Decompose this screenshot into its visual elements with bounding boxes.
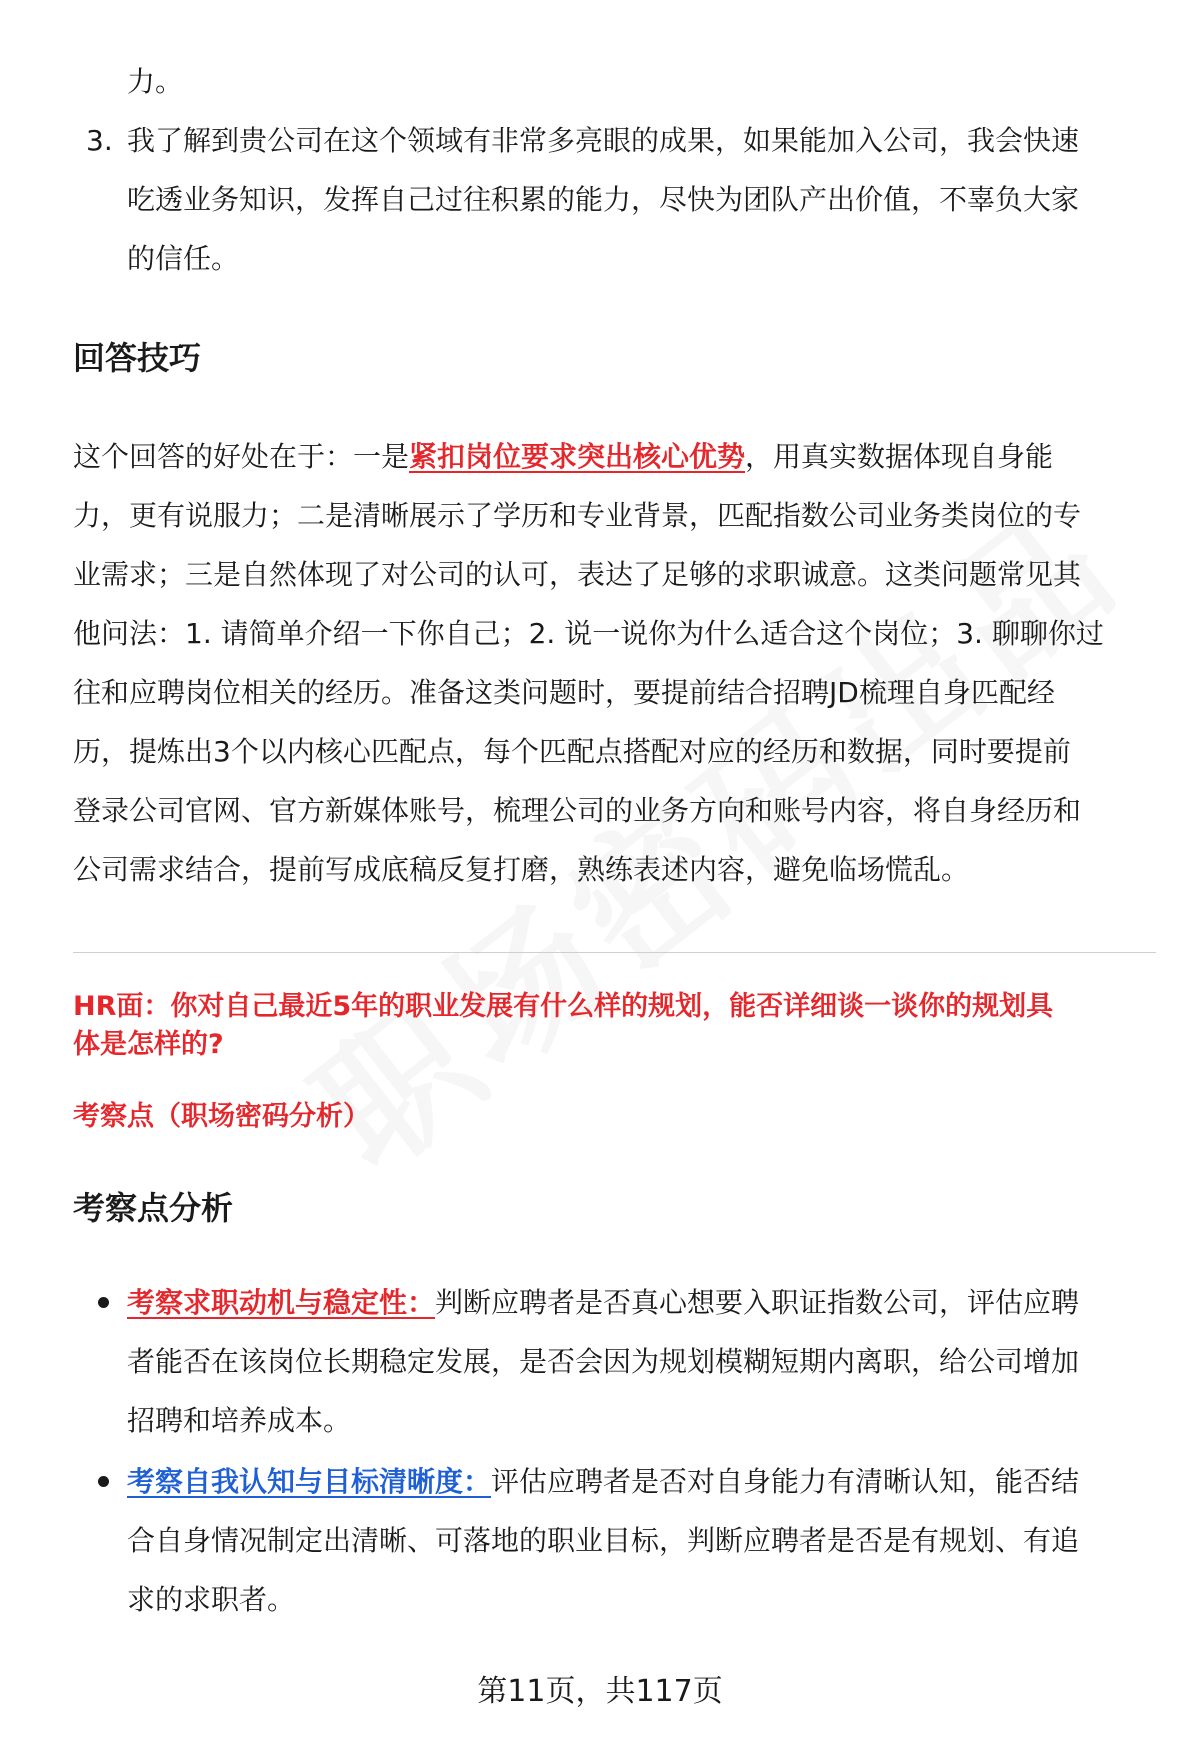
page-number: 第11页，共117页 bbox=[477, 1674, 723, 1709]
hr-question-line: 体是怎样的? bbox=[73, 1029, 224, 1060]
list-item-3-line: 我了解到贵公司在这个领域有非常多亮眼的成果，如果能加入公司，我会快速 bbox=[127, 124, 1080, 157]
tips-line: 登录公司官网、官方新媒体账号，梳理公司的业务方向和账号内容，将自身经历和 bbox=[73, 794, 1082, 827]
tips-line: 力，更有说服力；二是清晰展示了学历和专业背景，匹配指数公司业务类岗位的专 bbox=[73, 499, 1082, 532]
bullet-item-1 bbox=[127, 1273, 1079, 1450]
bullet-item-2 bbox=[127, 1452, 1079, 1629]
tips-line: 业需求；三是自然体现了对公司的认可，表达了足够的求职诚意。这类问题常见其 bbox=[73, 558, 1082, 591]
tips-line: 往和应聘岗位相关的经历。准备这类问题时，要提前结合招聘JD梳理自身匹配经 bbox=[73, 676, 1055, 709]
bullet-line bbox=[127, 1273, 1079, 1332]
bullet-line: 合自身情况制定出清晰、可落地的职业目标，判断应聘者是否是有规划、有追 bbox=[127, 1524, 1080, 1557]
tips-paragraph bbox=[73, 427, 1104, 899]
bullet-dot bbox=[98, 1476, 109, 1487]
bullet-line: 求的求职者。 bbox=[127, 1583, 296, 1616]
tips-highlight: 紧扣岗位要求突出核心优势 bbox=[409, 440, 746, 473]
section-divider bbox=[73, 952, 1156, 953]
bullet-highlight: 考察自我认知与目标清晰度： bbox=[127, 1465, 492, 1498]
tips-line-suffix: ，用真实数据体现自身能 bbox=[745, 440, 1054, 473]
tips-line bbox=[73, 427, 1104, 486]
list-number-3: 3. bbox=[86, 124, 113, 157]
section-heading-tips: 回答技巧 bbox=[73, 339, 202, 377]
question-subtitle: 考察点（职场密码分析） bbox=[73, 1101, 370, 1132]
bullet-highlight: 考察求职动机与稳定性： bbox=[127, 1286, 436, 1319]
list-item-3-line: 的信任。 bbox=[127, 242, 240, 275]
tips-line: 历，提炼出3个以内核心匹配点，每个匹配点搭配对应的经历和数据，同时要提前 bbox=[73, 735, 1071, 768]
tips-line: 公司需求结合，提前写成底稿反复打磨，熟练表述内容，避免临场慌乱。 bbox=[73, 853, 970, 886]
list-item-3 bbox=[127, 111, 1079, 288]
section-heading-analysis: 考察点分析 bbox=[73, 1189, 234, 1227]
hr-question bbox=[73, 988, 1053, 1064]
bullet-dot bbox=[98, 1297, 109, 1308]
bullet-rest: 判断应聘者是否真心想要入职证指数公司，评估应聘 bbox=[435, 1286, 1080, 1319]
bullet-line: 招聘和培养成本。 bbox=[127, 1404, 352, 1437]
bullet-line bbox=[127, 1452, 1079, 1511]
hr-question-line: HR面：你对自己最近5年的职业发展有什么样的规划，能否详细谈一谈你的规划具 bbox=[73, 991, 1054, 1022]
list-item-3-line: 吃透业务知识，发挥自己过往积累的能力，尽快为团队产出价值，不辜负大家 bbox=[127, 183, 1080, 216]
bullet-rest: 评估应聘者是否对自身能力有清晰认知，能否结 bbox=[491, 1465, 1080, 1498]
list-item-continuation: 力。 bbox=[127, 65, 184, 98]
tips-line-prefix: 这个回答的好处在于：一是 bbox=[73, 440, 410, 473]
tips-line: 他问法：1. 请简单介绍一下你自己；2. 说一说你为什么适合这个岗位；3. 聊聊你过 bbox=[73, 617, 1104, 650]
bullet-line: 者能否在该岗位长期稳定发展，是否会因为规划模糊短期内离职，给公司增加 bbox=[127, 1345, 1080, 1378]
